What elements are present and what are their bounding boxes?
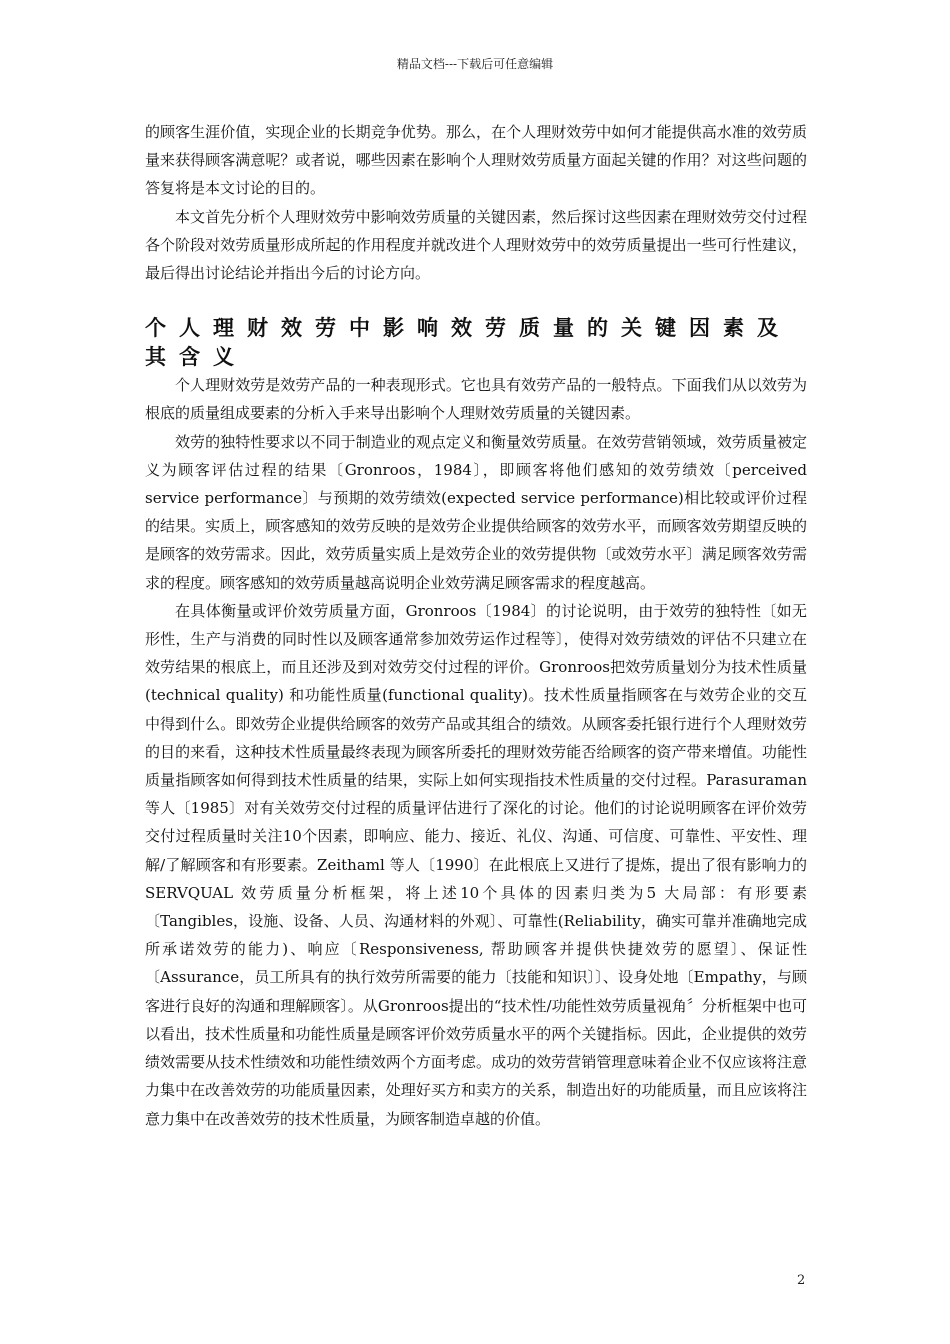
section-heading: 个人理财效劳中影响效劳质量的关键因素及其含义 [145, 315, 791, 370]
page-number: 2 [797, 1273, 806, 1288]
section-paragraph-1: 个人理财效劳是效劳产品的一种表现形式。它也具有效劳产品的一般特点。下面我们从以效劳为根底的质量组成要素的分析入手来导出影响个人理财效劳质量的关键因素。 [145, 376, 807, 423]
page-header: 精品文档---下载后可任意编辑 [396, 57, 554, 71]
section-paragraph-3: 在具体衡量或评价效劳质量方面，Gronroos〔1984〕的讨论说明，由于效劳的独特性〔如无形性，生产与消费的同时性以及顾客通常参加效劳运作过程等〕，使得对效劳绩效的评估不只建立在效劳结果的根底上，而且还涉及到对效劳交付过程的评价。Gronroos把效劳质量划分为技术性质量(technical quality) 和功能性质量(functional quality)。技术性质量指顾客在与效劳企业的交互中得到什么。即效劳企业提供给顾客的效劳产品或其组合的绩效。从顾客委托银行进行个人理财效劳的目的来看，这种技术性质量最终表现为顾客所委托的理财效劳能否给顾客的资产带来增值。功能性质量指顾客如何得到技术性质量的结果，实际上如何实现指技术性质量的交付过程。Parasuraman 等人〔1985〕对有关效劳交付过程的质量评估进行了深化的讨论。他们的讨论说明顾客在评价效劳交付过程质量时关注10个因素，即响应、能力、接近、礼仪、沟通、可信度、可靠性、平安性、理解/了解顾客和有形要素。Zeithaml 等人〔1990〕在此根底上又进行了提炼，提出了很有影响力的SERVQUAL 效劳质量分析框架，将上述10个具体的因素归类为5 大局部：有形要素〔Tangibles，设施、设备、人员、沟通材料的外观〕、可靠性(Reliability，确实可靠并准确地完成所承诺效劳的能力)、响应〔Responsiveness, 帮助顾客并提供快捷效劳的愿望〕、保证性〔Assurance，员工所具有的执行效劳所需要的能力〔技能和知识〕〕、设身处地〔Empathy，与顾客进行良好的沟通和理解顾客〕。从Gronroos提出的“技术性/功能性效劳质量视角〞分析框架中也可以看出，技术性质量和功能性质量是顾客评价效劳质量水平的两个关键指标。因此，企业提供的效劳绩效需要从技术性绩效和功能性绩效两个方面考虑。成功的效劳营销管理意味着企业不仅应该将注意力集中在改善效劳的功能质量因素，处理好买方和卖方的关系，制造出好的功能质量，而且应该将注意力集中在改善效劳的技术性质量，为顾客制造卓越的价值。 [145, 601, 807, 1128]
intro-paragraph-1: 的顾客生涯价值，实现企业的长期竞争优势。那么，在个人理财效劳中如何才能提供高水准的效劳质量来获得顾客满意呢？或者说，哪些因素在影响个人理财效劳质量方面起关键的作用？对这些问题的答复将是本文讨论的目的。 [145, 123, 807, 198]
document-body [145, 118, 807, 1133]
intro-paragraph-2: 本文首先分析个人理财效劳中影响效劳质量的关键因素，然后探讨这些因素在理财效劳交付过程各个阶段对效劳质量形成所起的作用程度并就改进个人理财效劳中的效劳质量提出一些可行性建议，最后得出讨论结论并指出今后的讨论方向。 [145, 207, 807, 283]
section-paragraph-2: 效劳的独特性要求以不同于制造业的观点定义和衡量效劳质量。在效劳营销领域，效劳质量被定义为顾客评估过程的结果〔Gronroos，1984〕，即顾客将他们感知的效劳绩效〔perceived service performance〕与预期的效劳绩效(expected service performance)相比较或评价过程的结果。实质上，顾客感知的效劳反映的是效劳企业提供给顾客的效劳水平，而顾客效劳期望反映的是顾客的效劳需求。因此，效劳质量实质上是效劳企业的效劳提供物〔或效劳水平〕满足顾客效劳需求的程度。顾客感知的效劳质量越高说明企业效劳满足顾客需求的程度越高。 [145, 432, 807, 592]
